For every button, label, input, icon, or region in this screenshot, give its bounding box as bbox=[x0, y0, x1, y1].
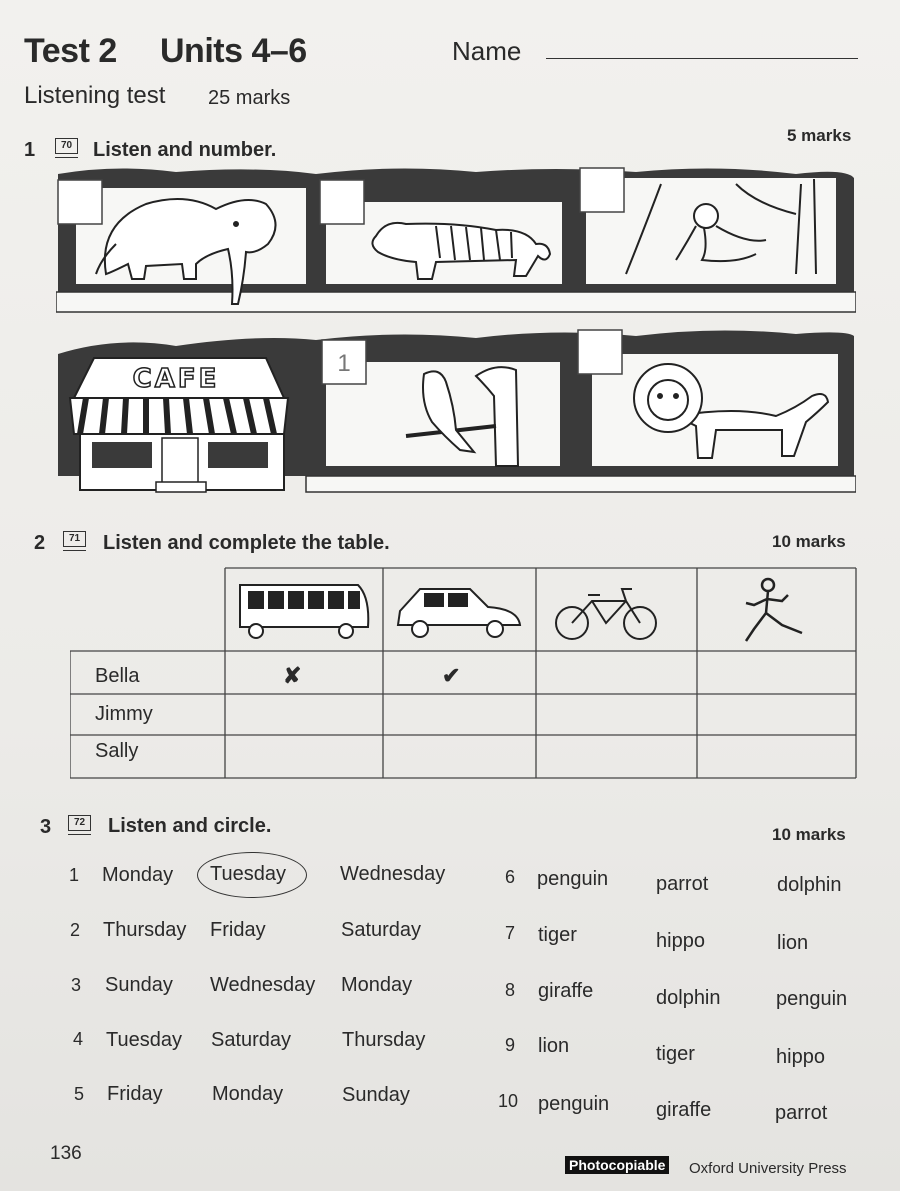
section3-title: Listen and circle. bbox=[108, 815, 272, 837]
item-number: 4 bbox=[73, 1029, 84, 1049]
cafe-picture bbox=[70, 358, 288, 492]
photocopiable-badge: Photocopiable bbox=[565, 1156, 669, 1174]
section1-track-icon: 70 bbox=[55, 138, 78, 154]
option-word[interactable]: hippo bbox=[776, 1046, 825, 1068]
option-word[interactable]: Tuesday bbox=[106, 1029, 182, 1051]
option-word[interactable]: Monday bbox=[102, 864, 174, 886]
option-word[interactable]: Saturday bbox=[341, 919, 422, 941]
walking-figure-icon bbox=[746, 579, 802, 641]
option-word[interactable]: tiger bbox=[538, 924, 577, 946]
option-word[interactable]: dolphin bbox=[777, 874, 842, 896]
table-row-name: Bella bbox=[95, 665, 140, 687]
item-number: 8 bbox=[505, 980, 516, 1000]
option-word[interactable]: giraffe bbox=[538, 980, 594, 1002]
animals-scene-bottom bbox=[56, 326, 856, 494]
animals-scene-top bbox=[56, 164, 856, 314]
section2-number: 2 bbox=[34, 532, 46, 554]
option-word[interactable]: Wednesday bbox=[210, 974, 316, 996]
item-number: 7 bbox=[505, 923, 516, 943]
option-word[interactable]: Sunday bbox=[105, 974, 173, 996]
option-word[interactable]: penguin bbox=[537, 868, 609, 890]
section1-number: 1 bbox=[24, 139, 36, 161]
publisher-name: Oxford University Press bbox=[689, 1160, 847, 1177]
option-word[interactable]: Friday bbox=[107, 1083, 163, 1105]
section2-title: Listen and complete the table. bbox=[103, 532, 390, 554]
item-number: 1 bbox=[69, 865, 80, 885]
option-word[interactable]: hippo bbox=[656, 930, 705, 952]
option-word[interactable]: parrot bbox=[775, 1102, 828, 1124]
section1-title: Listen and number. bbox=[93, 139, 277, 161]
option-word[interactable]: Tuesday bbox=[210, 863, 286, 885]
answer-box-5-value: 1 bbox=[337, 350, 351, 377]
cafe-sign: CAFE bbox=[132, 364, 220, 394]
tick-mark[interactable]: ✔ bbox=[442, 663, 461, 688]
section3-number: 3 bbox=[40, 816, 52, 838]
section2-marks: 10 marks bbox=[772, 532, 846, 551]
test-heading: Test 2 bbox=[24, 32, 117, 70]
option-word[interactable]: penguin bbox=[776, 988, 848, 1010]
option-word[interactable]: Saturday bbox=[211, 1029, 292, 1051]
option-word[interactable]: giraffe bbox=[656, 1099, 712, 1121]
cross-mark[interactable]: ✘ bbox=[283, 663, 302, 688]
item-number: 2 bbox=[70, 920, 81, 940]
option-word[interactable]: dolphin bbox=[656, 987, 721, 1009]
option-word[interactable]: parrot bbox=[656, 873, 709, 895]
item-number: 5 bbox=[74, 1084, 85, 1104]
option-word[interactable]: Sunday bbox=[342, 1084, 410, 1106]
car-icon bbox=[398, 589, 520, 637]
bicycle-icon bbox=[556, 589, 656, 639]
bus-icon bbox=[240, 585, 368, 638]
option-word[interactable]: lion bbox=[777, 932, 809, 954]
option-word[interactable]: lion bbox=[538, 1035, 570, 1057]
subtitle-marks: 25 marks bbox=[208, 87, 291, 109]
item-number: 9 bbox=[505, 1035, 516, 1055]
option-word[interactable]: Thursday bbox=[103, 919, 187, 941]
subtitle: Listening test bbox=[24, 82, 166, 109]
option-word[interactable]: Thursday bbox=[342, 1029, 426, 1051]
transport-table bbox=[70, 567, 858, 782]
section2-track-icon: 71 bbox=[63, 531, 86, 547]
option-word[interactable]: Monday bbox=[212, 1083, 284, 1105]
item-number: 6 bbox=[505, 867, 516, 887]
item-number: 10 bbox=[498, 1091, 519, 1111]
item-number: 3 bbox=[71, 975, 82, 995]
page-number: 136 bbox=[50, 1143, 82, 1164]
section3-track-icon: 72 bbox=[68, 815, 91, 831]
units-heading: Units 4–6 bbox=[160, 32, 307, 70]
name-write-line[interactable] bbox=[546, 58, 858, 59]
option-word[interactable]: penguin bbox=[538, 1093, 610, 1115]
name-label: Name bbox=[452, 36, 522, 66]
option-word[interactable]: Friday bbox=[210, 919, 266, 941]
option-word[interactable]: Wednesday bbox=[340, 863, 446, 885]
option-word[interactable]: Monday bbox=[341, 974, 413, 996]
section1-marks: 5 marks bbox=[787, 126, 852, 145]
section3-marks: 10 marks bbox=[772, 825, 846, 844]
table-row-name: Sally bbox=[95, 740, 139, 762]
option-word[interactable]: tiger bbox=[656, 1043, 695, 1065]
table-row-name: Jimmy bbox=[95, 703, 153, 725]
